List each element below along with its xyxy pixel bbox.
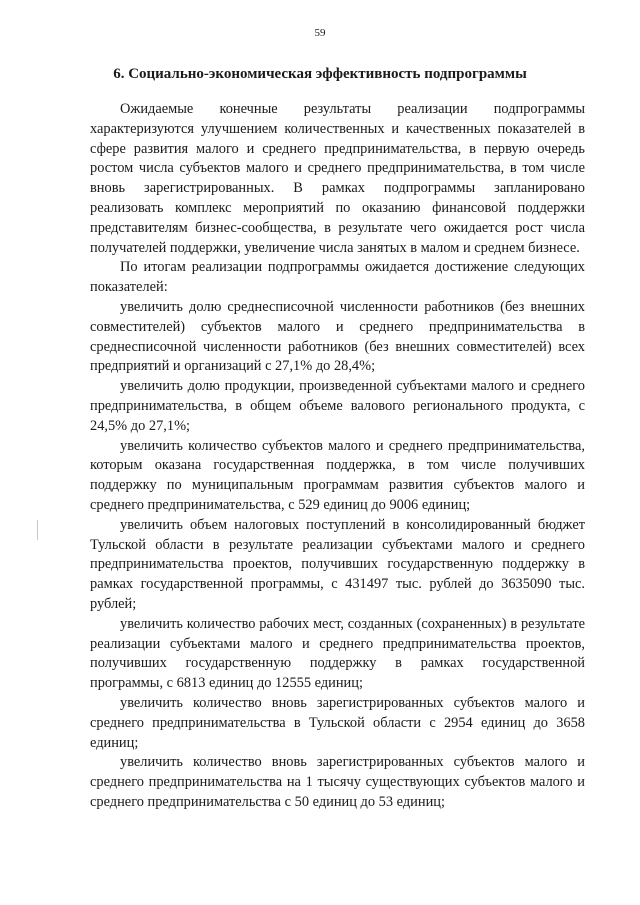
- paragraph-indicators-lead: По итогам реализации подпрограммы ожидается достижение следующих показателей:: [90, 259, 585, 296]
- paragraph-indicator-tax-revenue: увеличить объем налоговых поступлений в консолидированный бюджет Тульской области в результате реализации субъектами малого и среднего предпринимательства проектов, получивших государственную поддержку в рамках государственной программы, с 431497 тыс. рублей до 3635090 тыс. рублей;: [90, 516, 585, 612]
- page-number: 59: [314, 27, 326, 39]
- body-text: [90, 100, 585, 813]
- paragraph-indicator-supported-subjects: увеличить количество субъектов малого и среднего предпринимательства, которым оказана государственная поддержка, в том числе получивших поддержку по муниципальным программам развития субъектов малого и среднего предпринимательства, с 529 единиц до 9006 единиц;: [90, 437, 585, 513]
- paragraph-indicator-employment-share: увеличить долю среднесписочной численности работников (без внешних совместителей) субъектов малого и среднего предпринимательства в среднесписочной численности работников (без внешних совместителей) всех предприятий и организаций с 27,1% до 28,4%;: [90, 298, 585, 375]
- paragraph-intro: Ожидаемые конечные результаты реализации подпрограммы характеризуются улучшением количественных и качественных показателей в сфере развития малого и среднего предпринимательства, в первую очередь ростом числа субъектов малого и среднего предпринимательства, в том числе вновь зарегистрированных. В рамках подпрограммы запланировано реализовать комплекс мероприятий по оказанию финансовой поддержки представителям бизнес-сообщества, в результате чего ожидается рост числа получателей поддержки, увеличение числа занятых в малом и среднем бизнесе.: [90, 101, 585, 256]
- section-heading: 6. Социально-экономическая эффективность подпрограммы: [113, 66, 527, 82]
- paragraph-indicator-grp-share: увеличить долю продукции, произведенной субъектами малого и среднего предпринимательства, в общем объеме валового регионального продукта, с 24,5% до 27,1%;: [90, 378, 585, 434]
- paragraph-indicator-registrations-per-thousand: увеличить количество вновь зарегистрированных субъектов малого и среднего предпринимательства на 1 тысячу существующих субъектов малого и среднего предпринимательства с 50 единиц до 53 единиц;: [90, 754, 585, 810]
- scan-edge-mark: [37, 520, 38, 540]
- paragraph-indicator-new-registrations: увеличить количество вновь зарегистрированных субъектов малого и среднего предпринимательства в Тульской области с 2954 единиц до 3658 единиц;: [90, 694, 585, 751]
- paragraph-indicator-jobs: увеличить количество рабочих мест, созданных (сохраненных) в результате реализации субъектами малого и среднего предпринимательства проектов, получивших государственную поддержку в рамках государственной программы, с 6813 единиц до 12555 единиц;: [90, 615, 585, 692]
